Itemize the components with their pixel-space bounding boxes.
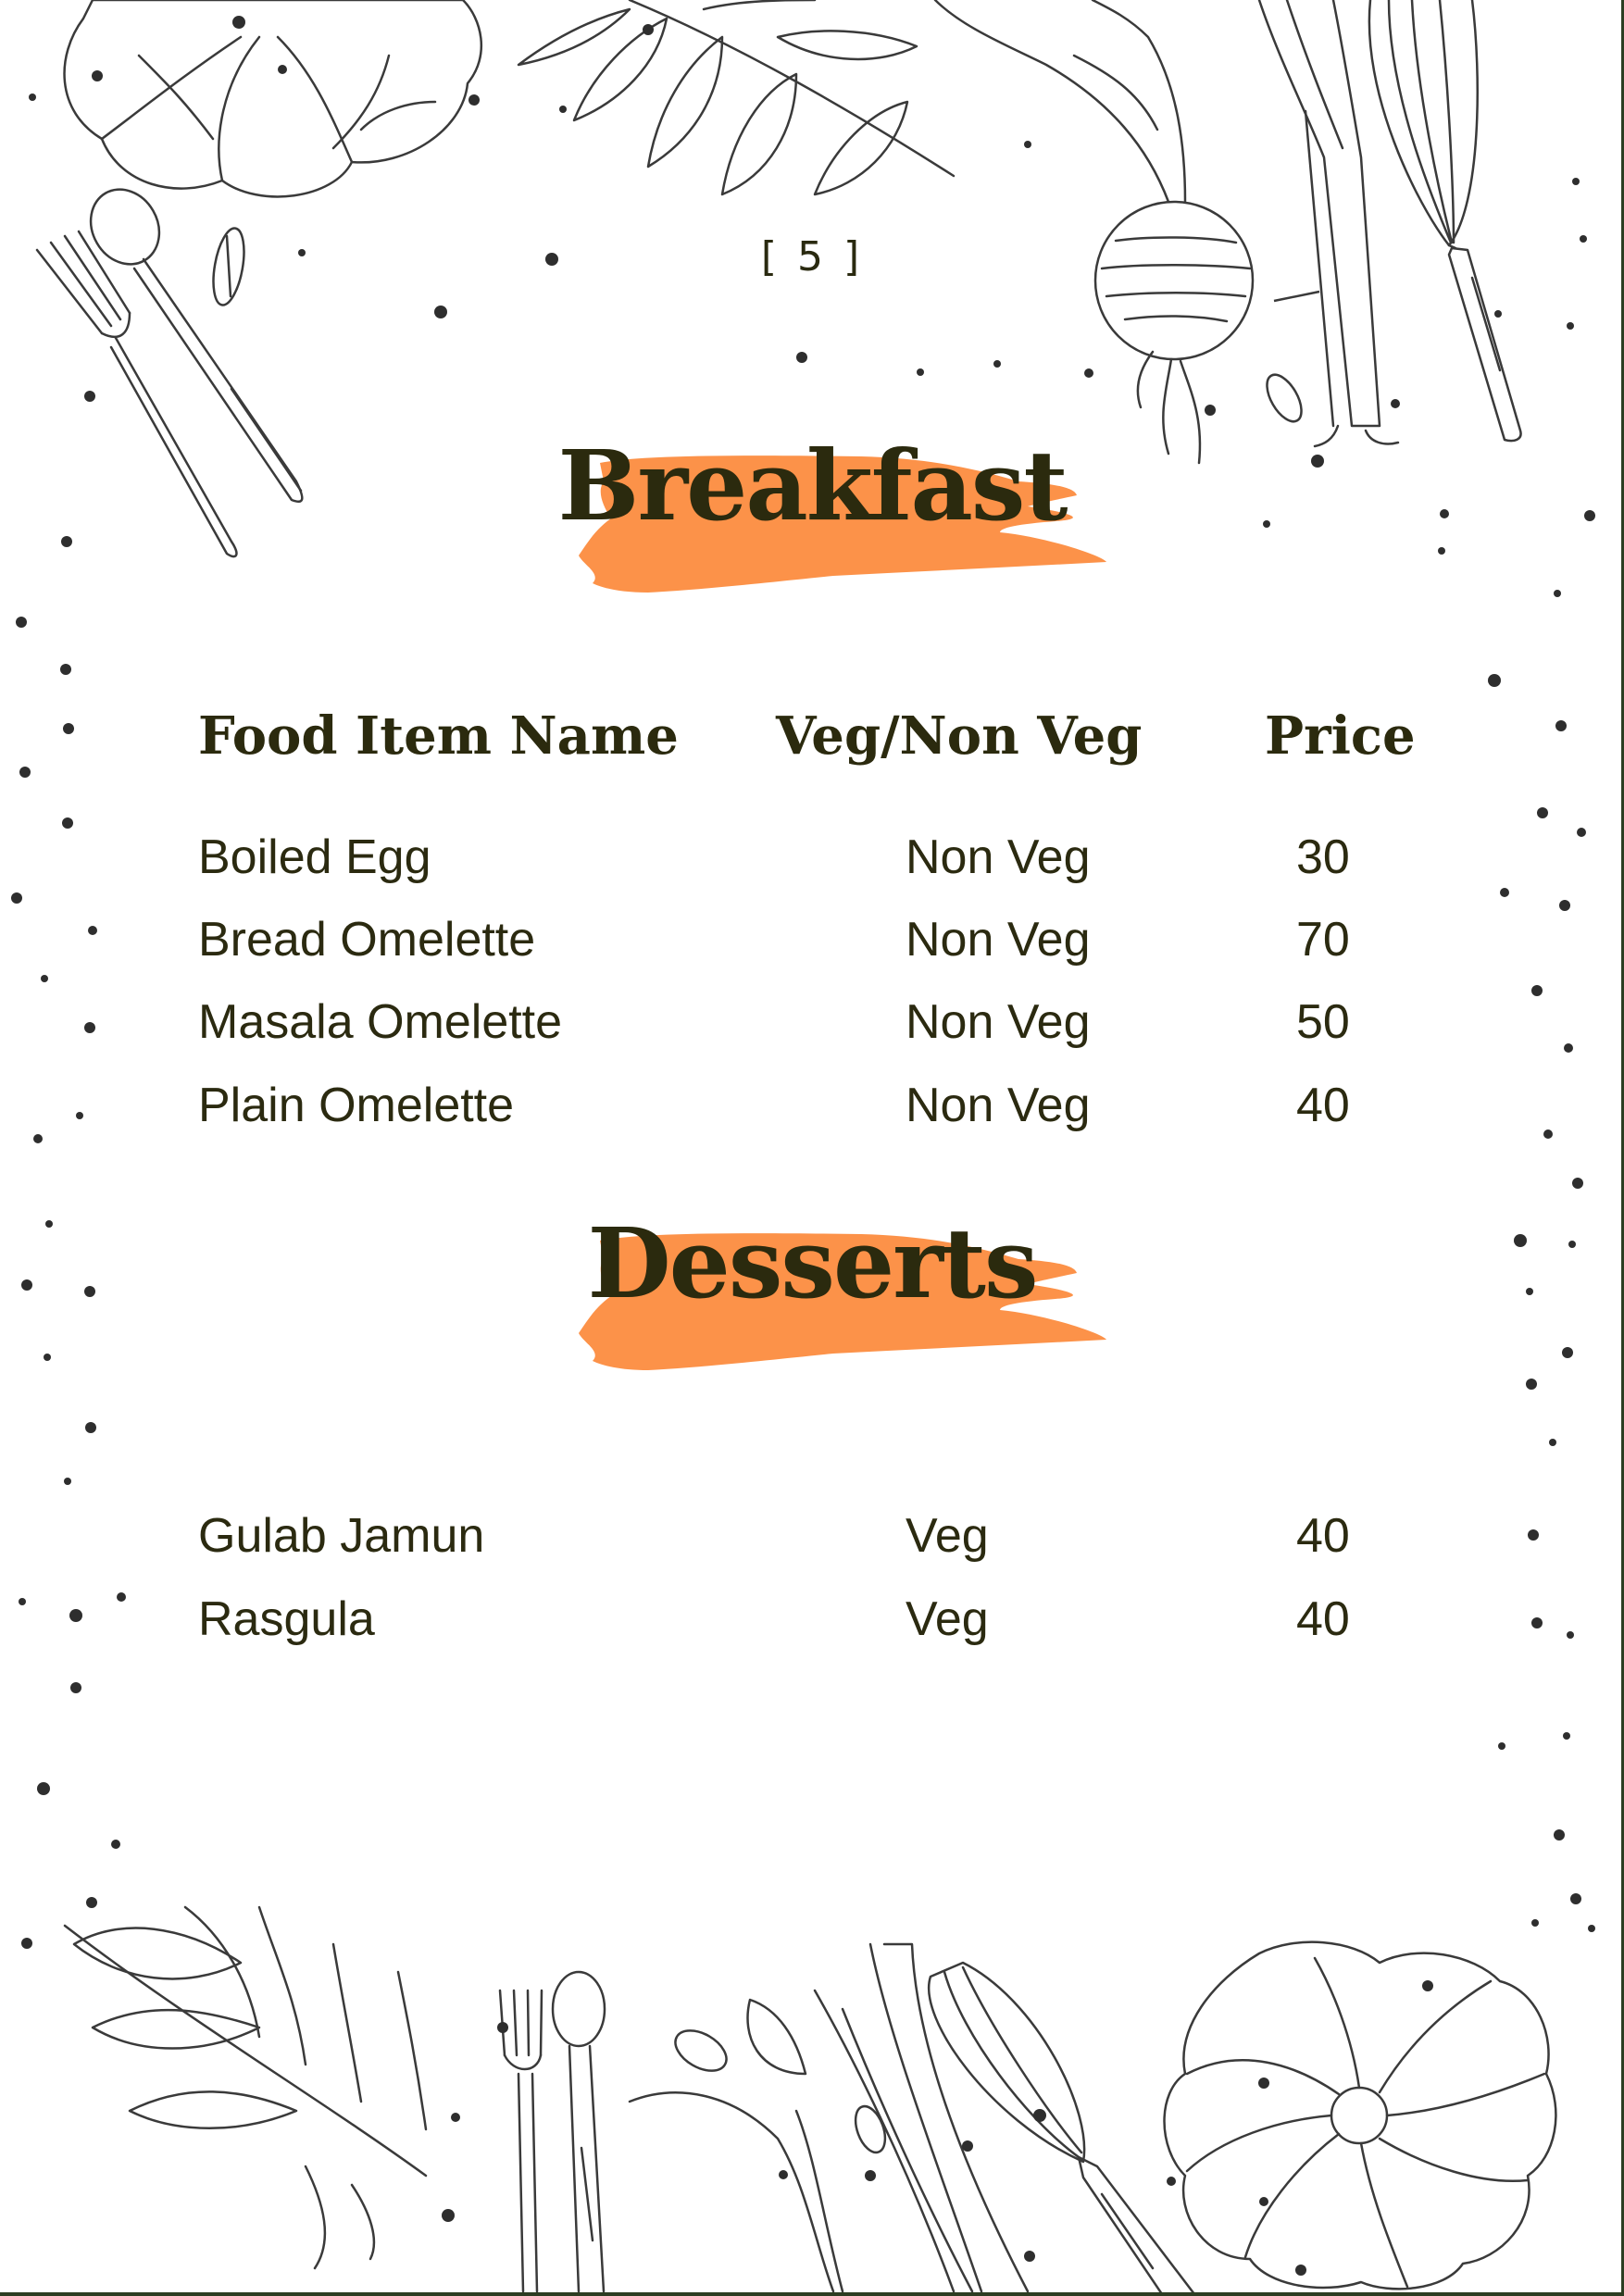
page-number: [ 5 ]	[760, 233, 864, 281]
header-food-item-name: Food Item Name	[198, 705, 679, 767]
item-name: Bread Omelette	[198, 913, 536, 967]
item-name: Boiled Egg	[198, 830, 431, 884]
whisk-icon	[1369, 0, 1521, 441]
item-type: Non Veg	[906, 995, 1091, 1049]
item-type: Non Veg	[906, 830, 1091, 884]
menu-row	[0, 994, 1624, 1068]
palm-leaf-icon	[518, 0, 954, 194]
item-price: 30	[1296, 830, 1350, 884]
item-price: 40	[1296, 1592, 1350, 1646]
section-title-desserts: Desserts	[587, 1206, 1037, 1320]
item-type: Veg	[906, 1592, 989, 1646]
beet-icon	[935, 0, 1253, 463]
item-name: Masala Omelette	[198, 995, 563, 1049]
leek-icon	[815, 1944, 1028, 2291]
leek-icon	[1259, 0, 1398, 446]
spoon-icon	[553, 1972, 605, 2291]
item-price: 40	[1296, 1509, 1350, 1563]
item-price: 50	[1296, 995, 1350, 1049]
whisk-icon	[929, 1963, 1194, 2294]
menu-row	[0, 1078, 1624, 1152]
palm-leaf-icon	[65, 1907, 426, 2268]
item-type: Non Veg	[906, 1079, 1091, 1132]
item-name: Plain Omelette	[198, 1079, 515, 1132]
menu-row	[0, 1508, 1624, 1582]
item-price: 40	[1296, 1079, 1350, 1132]
menu-row	[0, 912, 1624, 986]
menu-row	[0, 1591, 1624, 1666]
header-veg-non-veg: Veg/Non Veg	[776, 705, 1143, 767]
item-price: 70	[1296, 913, 1350, 967]
item-type: Non Veg	[906, 913, 1091, 967]
herb-icon	[630, 2000, 891, 2291]
fork-icon	[500, 1990, 542, 2291]
pumpkin-icon	[1165, 1942, 1556, 2290]
header-price: Price	[1265, 705, 1416, 767]
item-type: Veg	[906, 1509, 989, 1563]
pumpkin-icon	[65, 0, 481, 196]
section-title-breakfast: Breakfast	[557, 429, 1067, 543]
item-name: Rasgula	[198, 1592, 375, 1646]
menu-row	[0, 830, 1624, 904]
item-name: Gulab Jamun	[198, 1509, 485, 1563]
